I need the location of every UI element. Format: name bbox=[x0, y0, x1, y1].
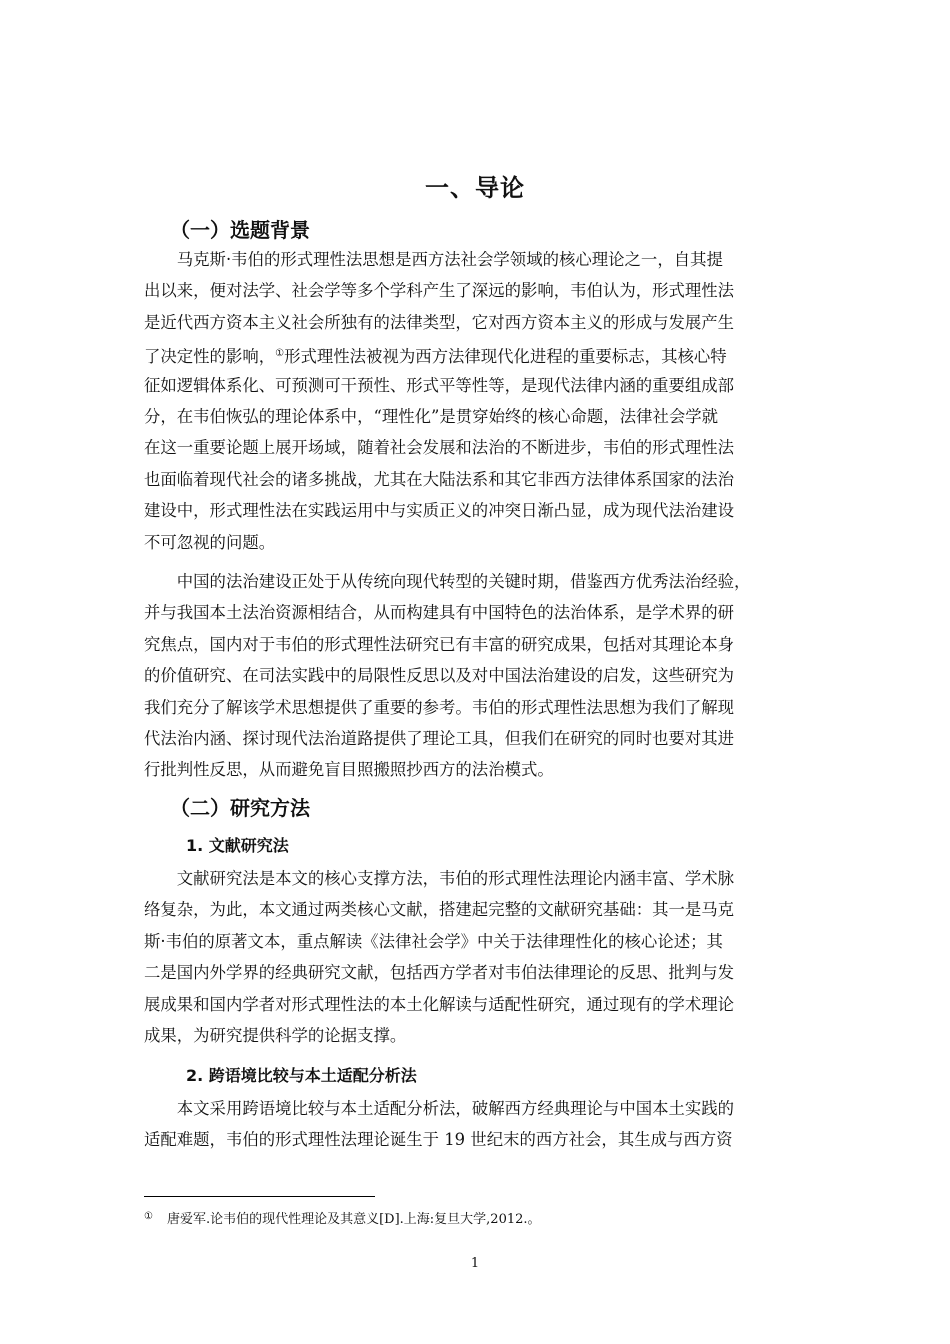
footnote bbox=[144, 1208, 541, 1227]
text-line: 的价值研究、在司法实践中的局限性反思以及对中国法治建设的启发，这些研究为 bbox=[144, 666, 735, 686]
paragraph-comparison bbox=[144, 1093, 844, 1156]
text-line: 展成果和国内学者对形式理性法的本土化解读与适配性研究，通过现有的学术理论 bbox=[144, 994, 735, 1014]
paragraph-literature bbox=[144, 863, 844, 1051]
page-number: 1 bbox=[470, 1256, 480, 1271]
text-segment: 了决定性的影响， bbox=[144, 347, 276, 367]
text-line: 究焦点，国内对于韦伯的形式理性法研究已有丰富的研究成果，包括对其理论本身 bbox=[144, 634, 735, 654]
text-line: 不可忽视的问题。 bbox=[144, 532, 276, 552]
footnote-text: 唐爱军.论韦伯的现代性理论及其意义[D].上海:复旦大学,2012.。 bbox=[166, 1212, 541, 1227]
text-line: 行批判性反思，从而避免盲目照搬照抄西方的法治模式。 bbox=[144, 760, 554, 780]
text-line: 适配难题，韦伯的形式理性法理论诞生于 19 世纪末的西方社会，其生成与西方资 bbox=[144, 1130, 733, 1150]
text-line: 成果，为研究提供科学的论据支撑。 bbox=[144, 1025, 407, 1045]
text-line: 也面临着现代社会的诸多挑战，尤其在大陆法系和其它非西方法律体系国家的法治 bbox=[144, 469, 735, 489]
text-line: 建设中，形式理性法在实践运用中与实质正义的冲突日渐凸显，成为现代法治建设 bbox=[144, 501, 735, 521]
text-line: 马克斯·韦伯的形式理性法思想是西方法社会学领域的核心理论之一，自其提 bbox=[144, 250, 723, 269]
text-line: 本文采用跨语境比较与本土适配分析法，破解西方经典理论与中国本土实践的 bbox=[144, 1099, 735, 1118]
text-segment: 形式理性法被视为西方法律现代化进程的重要标志，其核心特 bbox=[284, 347, 727, 367]
section-heading-background: （一）选题背景 bbox=[170, 218, 310, 242]
subsection-heading-literature: 1. 文献研究法 bbox=[186, 836, 289, 855]
text-line: 分，在韦伯恢弘的理论体系中，“理性化”是贯穿始终的核心命题，法律社会学就 bbox=[144, 406, 719, 426]
subsection-heading-comparison: 2. 跨语境比较与本土适配分析法 bbox=[186, 1066, 417, 1085]
text-line: 我们充分了解该学术思想提供了重要的参考。韦伯的形式理性法思想为我们了解现 bbox=[144, 697, 735, 717]
text-line: 中国的法治建设正处于从传统向现代转型的关键时期，借鉴西方优秀法治经验， bbox=[144, 572, 751, 591]
footnote-divider bbox=[144, 1196, 375, 1197]
text-line: 是近代西方资本主义社会所独有的法律类型，它对西方资本主义的形成与发展产生 bbox=[144, 312, 735, 332]
text-line: 二是国内外学界的经典研究文献，包括西方学者对韦伯法律理论的反思、批判与发 bbox=[144, 963, 735, 983]
text-line: 在这一重要论题上展开场域，随着社会发展和法治的不断进步，韦伯的形式理性法 bbox=[144, 438, 735, 458]
paragraph-background-1 bbox=[144, 244, 844, 558]
footnote-mark: ① bbox=[144, 1211, 153, 1222]
text-line-with-footnote bbox=[144, 338, 844, 369]
text-line: 络复杂，为此，本文通过两类核心文献，搭建起完整的文献研究基础：其一是马克 bbox=[144, 900, 735, 920]
paragraph-background-2 bbox=[144, 566, 844, 786]
chapter-title: 一、导论 bbox=[425, 174, 525, 202]
text-line: 代法治内涵、探讨现代法治道路提供了理论工具，但我们在研究的同时也要对其进 bbox=[144, 728, 735, 748]
text-line: 文献研究法是本文的核心支撑方法，韦伯的形式理性法理论内涵丰富、学术脉 bbox=[144, 869, 735, 888]
text-line: 斯·韦伯的原著文本，重点解读《法律社会学》中关于法律理性化的核心论述；其 bbox=[144, 931, 723, 951]
footnote-reference[interactable]: ① bbox=[275, 348, 285, 360]
text-line: 征如逻辑体系化、可预测可干预性、形式平等性等，是现代法律内涵的重要组成部 bbox=[144, 375, 735, 395]
text-line: 并与我国本土法治资源相结合，从而构建具有中国特色的法治体系，是学术界的研 bbox=[144, 603, 735, 623]
section-heading-methods: （二）研究方法 bbox=[170, 796, 310, 820]
text-line: 出以来，便对法学、社会学等多个学科产生了深远的影响，韦伯认为，形式理性法 bbox=[144, 281, 735, 301]
